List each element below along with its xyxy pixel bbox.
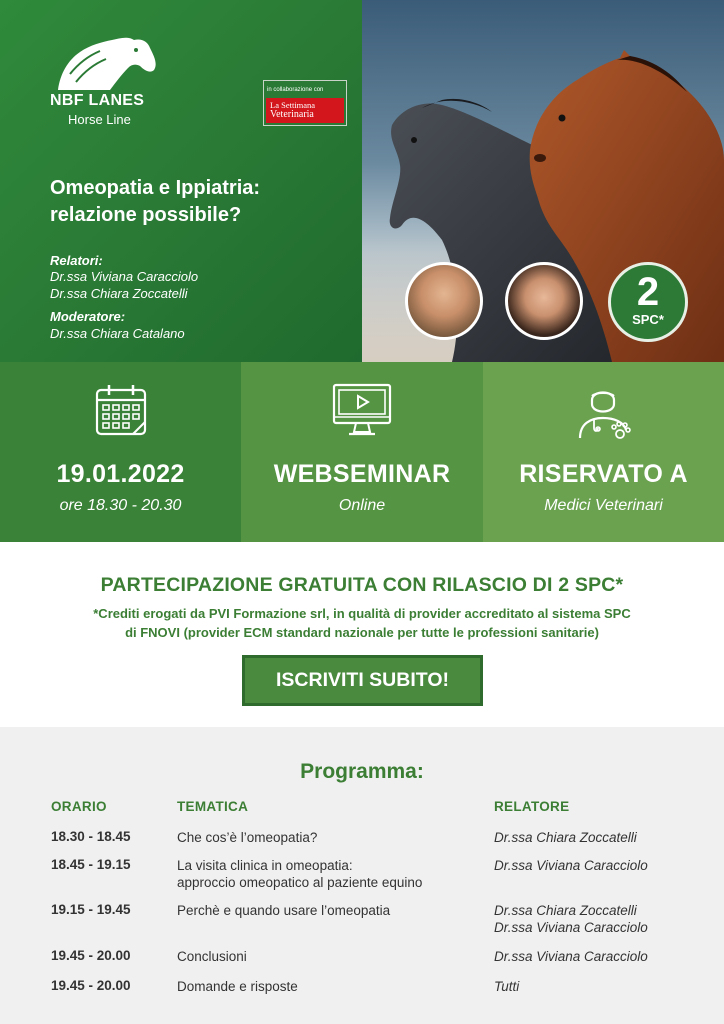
row-speaker: [494, 829, 714, 846]
format-block: [241, 362, 483, 542]
column-header-time: ORARIO: [51, 799, 107, 814]
monitor-play-icon: [331, 382, 393, 443]
row-speaker: [494, 857, 714, 874]
horse-head-icon: [50, 34, 160, 92]
credits-note-line1: *Crediti erogati da PVI Formazione srl, in qualità di provider accreditato al sistema SPC: [93, 606, 631, 621]
program-section: [0, 727, 724, 1024]
partner-name-line2: Veterinaria: [270, 109, 314, 120]
row-speaker-line: Dr.ssa Chiara Zoccatelli: [494, 903, 637, 918]
credits-label: SPC*: [632, 312, 664, 327]
program-title: Programma:: [300, 760, 424, 783]
row-topic: [177, 857, 477, 891]
calendar-icon: [93, 382, 149, 443]
date-block: [0, 362, 241, 542]
speaker-portrait-2: [505, 262, 583, 340]
row-topic: [177, 902, 477, 919]
row-speaker: [494, 948, 714, 965]
event-date: 19.01.2022: [56, 460, 185, 488]
row-speaker-line: Dr.ssa Viviana Caracciolo: [494, 920, 648, 935]
hero-section: [0, 0, 724, 362]
moderator-name: Dr.ssa Chiara Catalano: [50, 326, 185, 341]
row-time: 19.45 - 20.00: [51, 978, 131, 993]
column-header-speaker: RELATORE: [494, 799, 570, 814]
row-topic: [177, 829, 477, 846]
free-participation-headline: PARTECIPAZIONE GRATUITA CON RILASCIO DI 2 SPC*: [100, 574, 624, 596]
collaboration-label: in collaborazione con: [267, 87, 324, 93]
audience-sub: Medici Veterinari: [544, 497, 663, 514]
event-title-line2: relazione possibile?: [50, 204, 242, 226]
row-speaker: [494, 978, 714, 995]
row-speaker-line: Tutti: [494, 979, 520, 994]
credits-number: 2: [636, 270, 660, 314]
event-format-sub: Online: [338, 497, 386, 514]
row-time: 18.30 - 18.45: [51, 829, 131, 844]
row-speaker-line: Dr.ssa Viviana Caracciolo: [494, 858, 648, 873]
veterinarian-icon: [574, 382, 634, 447]
row-speaker-line: Dr.ssa Viviana Caracciolo: [494, 949, 648, 964]
row-topic-line: Conclusioni: [177, 949, 247, 964]
row-topic-line: Perchè e quando usare l’omeopatia: [177, 903, 391, 918]
speakers-label: Relatori:: [50, 253, 103, 268]
brand-name: NBF LANES: [50, 92, 145, 109]
row-speaker: [494, 902, 714, 936]
audience-title: RISERVATO A: [519, 460, 688, 488]
event-format: WEBSEMINAR: [273, 460, 451, 488]
audience-block: [483, 362, 724, 542]
event-time: ore 18.30 - 20.30: [59, 497, 182, 514]
row-topic: [177, 978, 477, 995]
row-topic-line: La visita clinica in omeopatia:: [177, 858, 353, 873]
event-title-line1: Omeopatia e Ippiatria:: [50, 177, 261, 199]
credits-note: [20, 604, 704, 642]
credits-note-line2: di FNOVI (provider ECM standard nazionale per tutte le professioni sanitarie): [125, 625, 599, 640]
brand-subtitle: Horse Line: [68, 112, 131, 127]
partner-name-line1: La Settimana: [270, 100, 316, 110]
row-time: 19.45 - 20.00: [51, 948, 131, 963]
speaker-name: Dr.ssa Chiara Zoccatelli: [50, 286, 188, 301]
row-topic-line: Domande e risposte: [177, 979, 298, 994]
column-header-topic: TEMATICA: [177, 799, 249, 814]
row-topic: [177, 948, 477, 965]
row-time: 18.45 - 19.15: [51, 857, 131, 872]
moderator-label: Moderatore:: [50, 309, 126, 324]
event-title: [50, 175, 350, 229]
register-button[interactable]: ISCRIVITI SUBITO!: [242, 655, 483, 706]
row-topic-line: approccio omeopatico al paziente equino: [177, 875, 423, 890]
partner-logo: [266, 98, 344, 123]
event-info-strip: [0, 362, 724, 542]
row-speaker-line: Dr.ssa Chiara Zoccatelli: [494, 830, 637, 845]
hero-text-panel: [0, 0, 362, 362]
registration-section: [0, 542, 724, 727]
collaboration-badge: [263, 80, 347, 126]
row-time: 19.15 - 19.45: [51, 902, 131, 917]
speaker-name: Dr.ssa Viviana Caracciolo: [50, 269, 199, 284]
speaker-portrait-1: [405, 262, 483, 340]
credits-badge: [608, 262, 688, 342]
row-topic-line: Che cos’è l’omeopatia?: [177, 830, 318, 845]
